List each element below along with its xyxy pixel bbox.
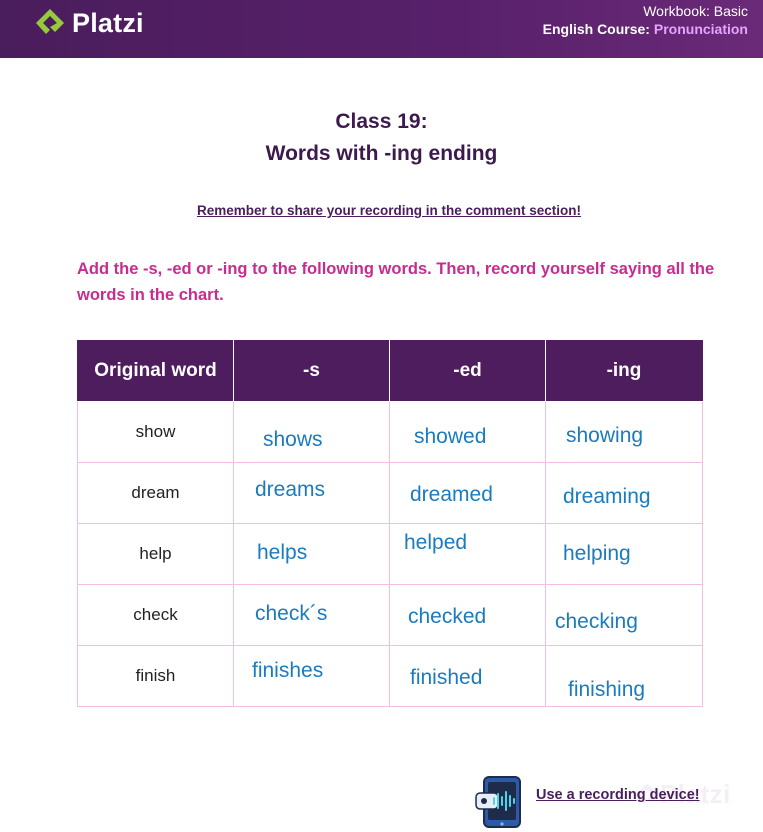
table-row (78, 524, 703, 585)
ing-cell (546, 646, 703, 707)
table-row (78, 646, 703, 707)
course-topic: Pronunciation (653, 21, 748, 37)
header-s: -s (234, 341, 390, 402)
handwritten-answer: dreams (255, 478, 326, 501)
recording-cta[interactable] (474, 772, 700, 832)
header-original-word: Original word (78, 341, 234, 402)
table-row (78, 585, 703, 646)
ed-cell (390, 524, 546, 585)
handwritten-answer: showing (566, 424, 644, 447)
instruction-text: Add the -s, -ed or -ing to the following words. Then, record yourself saying all the words in the chart. (77, 260, 715, 304)
class-topic-title: Words with -ing ending (265, 142, 498, 165)
handwritten-answer: helps (257, 541, 308, 564)
workbook-label: Workbook: Basic (643, 3, 748, 19)
original-word-cell: show (78, 402, 234, 463)
header-ed: -ed (390, 341, 546, 402)
header-ing: -ing (546, 341, 703, 402)
ing-cell (546, 463, 703, 524)
word-chart (77, 340, 703, 707)
ing-cell (546, 524, 703, 585)
course-info (543, 3, 748, 38)
s-cell (234, 646, 390, 707)
handwritten-answer: dreaming (563, 485, 651, 508)
handwritten-answer: helped (404, 531, 468, 554)
handwritten-answer: finishes (252, 659, 324, 682)
ed-cell (390, 646, 546, 707)
handwritten-answer: dreamed (410, 483, 493, 506)
table-row (78, 402, 703, 463)
table-row (78, 463, 703, 524)
handwritten-answer: finished (410, 666, 483, 689)
ed-cell (390, 402, 546, 463)
handwritten-answer: checking (555, 610, 638, 633)
ed-cell (390, 585, 546, 646)
header-bar (0, 0, 763, 58)
watermark-text: Platzi (660, 779, 731, 809)
original-word-cell: help (78, 524, 234, 585)
handwritten-answer: helping (563, 542, 631, 565)
handwritten-answer: shows (263, 428, 323, 451)
ed-cell (390, 463, 546, 524)
s-cell (234, 463, 390, 524)
logo-wordmark: Platzi (72, 7, 144, 38)
table-header-row (78, 341, 703, 402)
platzi-logo-icon (34, 7, 66, 39)
ing-cell (546, 585, 703, 646)
platzi-logo[interactable] (34, 5, 144, 41)
original-word-cell: finish (78, 646, 234, 707)
course-name: English Course: (542, 21, 650, 37)
handwritten-answer: checked (408, 605, 487, 628)
s-cell (234, 585, 390, 646)
class-number-title: Class 19: (335, 110, 428, 133)
handwritten-answer: showed (414, 425, 487, 448)
original-word-cell: check (78, 585, 234, 646)
handwritten-answer: check´s (255, 602, 328, 625)
phone-recording-icon (474, 773, 528, 831)
course-label (543, 20, 748, 38)
handwritten-answer: finishing (568, 678, 646, 701)
original-word-cell: dream (78, 463, 234, 524)
use-recording-device-link[interactable]: Use a recording device! (536, 787, 700, 803)
s-cell (234, 524, 390, 585)
reminder-link[interactable]: Remember to share your recording in the comment section! (196, 203, 582, 218)
ing-cell (546, 402, 703, 463)
s-cell (234, 402, 390, 463)
